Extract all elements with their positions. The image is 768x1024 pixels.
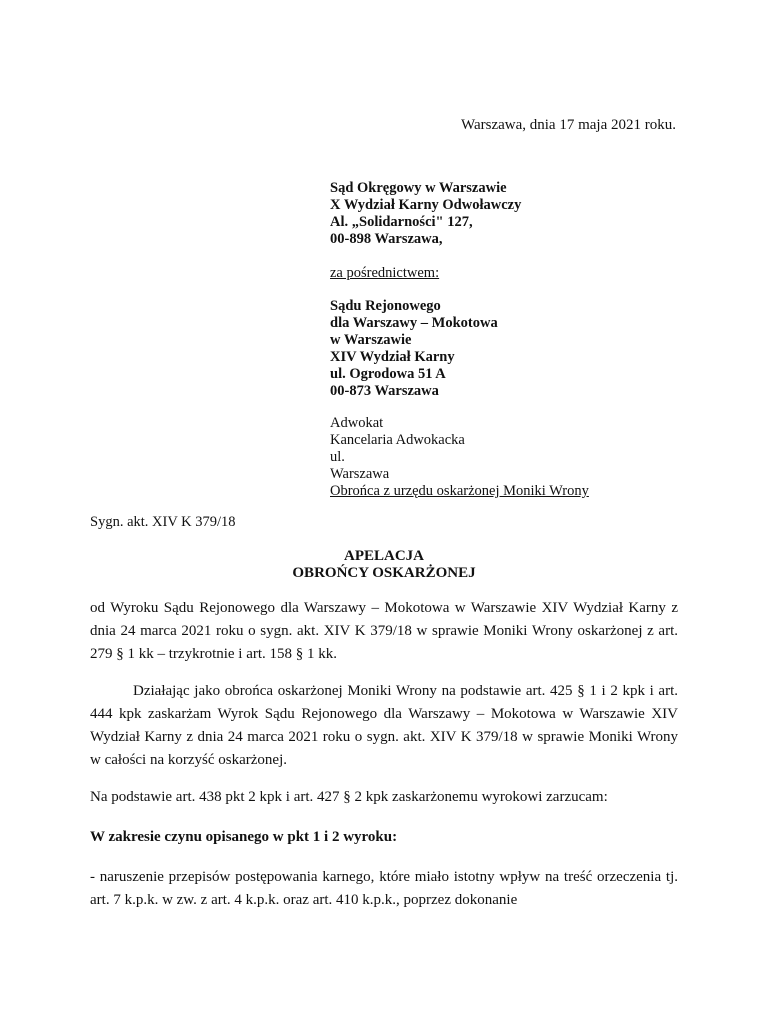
lower-court-address: [330, 298, 498, 400]
lower-court-division: XIV Wydział Karny: [330, 349, 455, 365]
counsel-block: [330, 415, 589, 500]
document-title: [90, 548, 678, 582]
intro-paragraph: od Wyroku Sądu Rejonowego dla Warszawy – Mokotowa w Warszawie XIV Wydział Karny z dnia 24 marca 2021 roku o sygn. akt. XIV K 379/18 w sprawie Moniki Wrony oskarżonej z art. 279 § 1 kk – trzykrotnie i art. 158 § 1 kk.: [90, 600, 678, 662]
counsel-city: Warszawa: [330, 466, 390, 482]
lower-court-name: Sądu Rejonowego: [330, 298, 441, 314]
document-title-line-1: APELACJA: [343, 548, 424, 564]
recipient-court-address: [330, 180, 521, 248]
lower-court-district: dla Warszawy – Mokotowa: [330, 315, 498, 331]
lower-court-street: ul. Ogrodowa 51 A: [330, 366, 446, 382]
scope-heading: W zakresie czynu opisanego w pkt 1 i 2 wyroku:: [90, 829, 398, 845]
counsel-title: Adwokat: [330, 415, 384, 431]
case-number: Sygn. akt. XIV K 379/18: [90, 514, 236, 530]
recipient-court-street: Al. „Solidarności" 127,: [330, 214, 473, 230]
document-title-line-2: OBROŃCY OSKARŻONEJ: [292, 565, 476, 581]
acting-paragraph: Działając jako obrońca oskarżonej Moniki Wrony na podstawie art. 425 § 1 i 2 kpk i art. 444 kpk zaskarżam Wyrok Sądu Rejonowego dla Warszawy – Mokotowa w Warszawie XIV Wydział Karny z dnia 24 marca 2021 roku o sygn. akt. XIV K 379/18 w sprawie Moniki Wrony w całości na korzyść oskarżonej.: [90, 683, 678, 768]
violation-paragraph: - naruszenie przepisów postępowania karnego, które miało istotny wpływ na treść orzeczenia tj. art. 7 k.p.k. w zw. z art. 4 k.p.k. oraz art. 410 k.p.k., poprzez dokonanie: [90, 869, 678, 908]
lower-court-city: 00-873 Warszawa: [330, 383, 439, 399]
lower-court-location: w Warszawie: [330, 332, 412, 348]
date-line: Warszawa, dnia 17 maja 2021 roku.: [461, 117, 676, 133]
recipient-court-city: 00-898 Warszawa,: [330, 231, 443, 247]
counsel-role: Obrońca z urzędu oskarżonej Moniki Wrony: [330, 483, 589, 499]
via-label: za pośrednictwem:: [330, 265, 440, 281]
via-label-block: [330, 265, 439, 282]
recipient-court-division: X Wydział Karny Odwoławczy: [330, 197, 522, 213]
counsel-office: Kancelaria Adwokacka: [330, 432, 465, 448]
counsel-street: ul.: [330, 449, 345, 465]
recipient-court-name: Sąd Okręgowy w Warszawie: [330, 180, 507, 196]
basis-paragraph: Na podstawie art. 438 pkt 2 kpk i art. 427 § 2 kpk zaskarżonemu wyrokowi zarzucam:: [90, 789, 608, 805]
